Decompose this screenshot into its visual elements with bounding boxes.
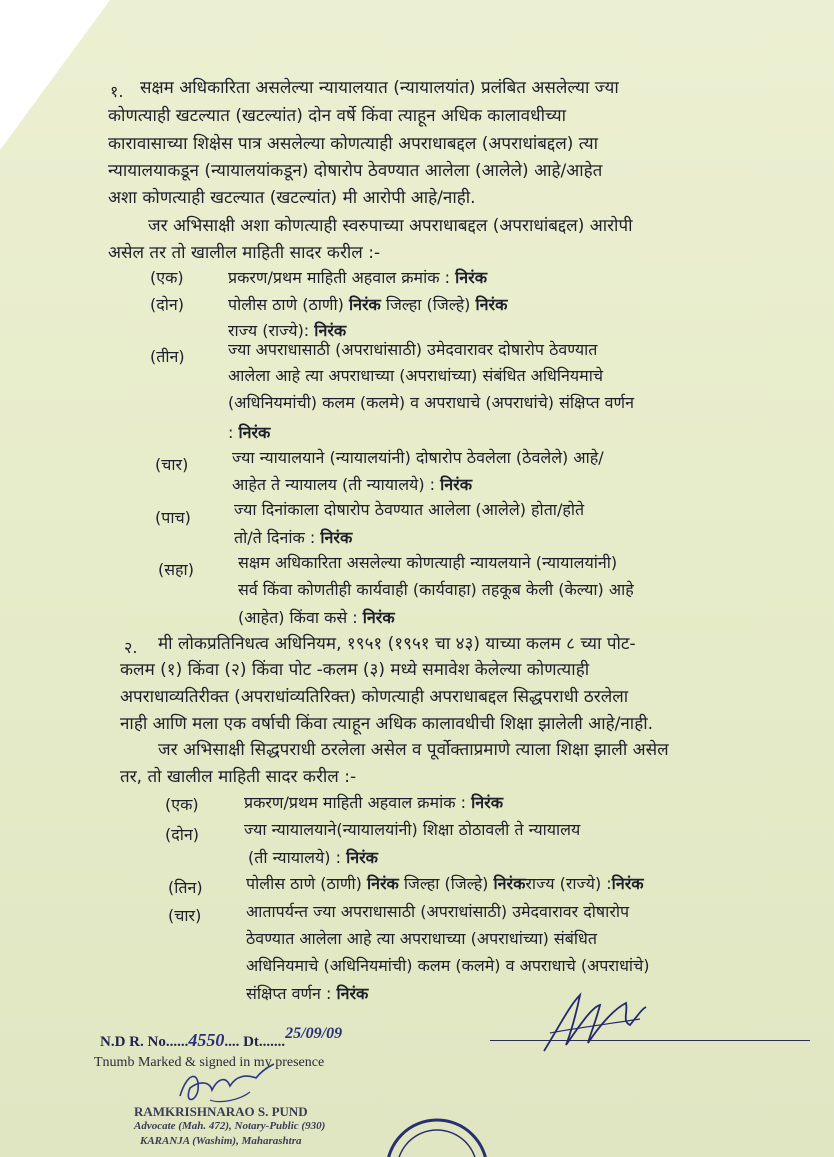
section1-line-3: कारावासाच्या शिक्षेस पात्र असलेल्या कोणत्याही अपराधाबद्दल (अपराधांबद्दल) त्या	[108, 134, 598, 154]
item-text: ज्या न्यायालयाने (न्यायालयांनी) दोषारोप ठेवलेला (ठेवलेले) आहे/	[232, 448, 604, 467]
item-label: (तीन)	[150, 347, 185, 366]
item-text: आहेत ते न्यायालय (ती न्यायालये) : निरंक	[232, 475, 472, 494]
item-text: (आहेत) किंवा कसे : निरंक	[238, 608, 395, 627]
section2-para2-line-1: जर अभिसाक्षी सिद्धपराधी ठरलेला असेल व पूर्वोक्ताप्रमाणे त्याला शिक्षा झाली असेल	[158, 740, 669, 760]
section2-para2-line-2: तर, तो खालील माहिती सादर करील :-	[120, 767, 357, 787]
section1-para2-line-2: असेल तर तो खालील माहिती सादर करील :-	[108, 243, 381, 263]
item-label: (दोन)	[150, 295, 185, 314]
notary-signature	[170, 1060, 280, 1108]
item-text: आतापर्यन्त ज्या अपराधासाठी (अपराधांसाठी) उमेदवारावर दोषारोप	[246, 902, 630, 921]
notary-stamp-name: RAMKRISHNARAO S. PUND	[134, 1104, 308, 1119]
item-text: प्रकरण/प्रथम माहिती अहवाल क्रमांक : निरंक	[228, 268, 487, 287]
round-seal	[382, 1115, 492, 1157]
section2-line-1: मी लोकप्रतिनिधत्व अधिनियम, १९५१ (१९५१ चा ४३) याच्या कलम ८ च्या पोट-	[158, 634, 636, 654]
section2-line-4: नाही आणि मला एक वर्षाची किंवा त्याहून अधिक कालावधीची शिक्षा झालेली आहे/नाही.	[120, 714, 654, 734]
notary-stamp-line-2: Advocate (Mah. 472), Notary-Public (930)	[134, 1120, 326, 1132]
item-label: (एक)	[165, 795, 199, 814]
item-text: प्रकरण/प्रथम माहिती अहवाल क्रमांक : निरंक	[244, 793, 503, 812]
item-text: ठेवण्यात आलेला आहे त्या अपराधाच्या (अपराधांच्या) संबंधित	[246, 929, 597, 948]
item-label: (पाच)	[155, 508, 191, 527]
signature-line	[490, 1040, 810, 1041]
item-text: पोलीस ठाणे (ठाणी) निरंक जिल्हा (जिल्हे) निरंक	[228, 295, 508, 314]
item-text: अधिनियमाचे (अधिनियमांची) कलम (कलमे) व अपराधाचे (अपराधांचे)	[246, 956, 650, 975]
notary-stamp-line-3: KARANJA (Washim), Maharashtra	[140, 1135, 302, 1147]
ndr-line: N.D R. No......4550.... Dt.......25/09/09	[100, 1025, 343, 1050]
item-label: (एक)	[150, 268, 184, 287]
folded-corner	[0, 0, 110, 150]
item-text: सक्षम अधिकारिता असलेल्या कोणत्याही न्यायलयाने (न्यायालयांनी)	[238, 553, 618, 572]
item-text: आलेला आहे त्या अपराधाच्या (अपराधांच्या) संबंधित अधिनियमाचे	[228, 366, 604, 385]
section1-line-4: न्यायालयाकडून (न्यायालयांकडून) दोषारोप ठेवण्यात आलेला (आलेले) आहे/आहेत	[108, 161, 603, 181]
item-label: (सहा)	[158, 560, 194, 579]
section1-para2-line-1: जर अभिसाक्षी अशा कोणत्याही स्वरुपाच्या अपराधाबद्दल (अपराधांबद्दल) आरोपी	[148, 216, 633, 236]
deponent-signature	[530, 985, 650, 1065]
item-text: तो/ते दिनांक : निरंक	[234, 528, 353, 547]
section1-line-1: सक्षम अधिकारिता असलेल्या न्यायालयात (न्यायालयांत) प्रलंबित असलेल्या ज्या	[140, 78, 619, 98]
item-text: : निरंक	[228, 423, 271, 442]
item-text: सर्व किंवा कोणतीही कार्यवाही (कार्यवाहा) तहकूब केली (केल्या) आहे	[238, 580, 634, 599]
item-text: (अधिनियमांची) कलम (कलमे) व अपराधाचे (अपराधांचे) संक्षिप्त वर्णन	[228, 393, 634, 412]
item-text: ज्या अपराधासाठी (अपराधांसाठी) उमेदवारावर दोषारोप ठेवण्यात	[228, 340, 598, 359]
section2-line-3: अपराधाव्यतिरीक्त (अपराधांव्यतिरिक्त) कोणत्याही अपराधाबद्दल सिद्धपराधी ठरलेला	[120, 687, 629, 707]
item-text: राज्य (राज्ये): निरंक	[228, 321, 347, 340]
section1-number: १.	[110, 82, 124, 101]
item-label: (चार)	[168, 906, 202, 925]
item-text: पोलीस ठाणे (ठाणी) निरंक जिल्हा (जिल्हे) निरंकराज्य (राज्ये) :निरंक	[246, 874, 644, 893]
item-text: (ती न्यायालये) : निरंक	[248, 848, 378, 867]
thumb-statement: Tnumb Marked & signed in my presence	[94, 1055, 325, 1070]
item-text: संक्षिप्त वर्णन : निरंक	[246, 984, 369, 1003]
item-text: ज्या दिनांकाला दोषारोप ठेवण्यात आलेला (आलेले) होता/होते	[234, 500, 585, 519]
section1-line-5: अशा कोणत्याही खटल्यात (खटल्यांत) मी आरोपी आहे/नाही.	[108, 188, 476, 208]
item-text: ज्या न्यायालयाने(न्यायालयांनी) शिक्षा ठोठावली ते न्यायालय	[244, 820, 581, 839]
section2-line-2: कलम (१) किंवा (२) किंवा पोट -कलम (३) मध्ये समावेश केलेल्या कोणत्याही	[120, 660, 590, 680]
item-label: (चार)	[155, 455, 189, 474]
section2-number: २.	[124, 638, 138, 657]
section1-line-2: कोणत्याही खटल्यात (खटल्यांत) दोन वर्षे किंवा त्याहून अधिक कालावधीच्या	[108, 106, 566, 126]
item-label: (दोन)	[165, 825, 200, 844]
item-label: (तिन)	[168, 878, 203, 897]
